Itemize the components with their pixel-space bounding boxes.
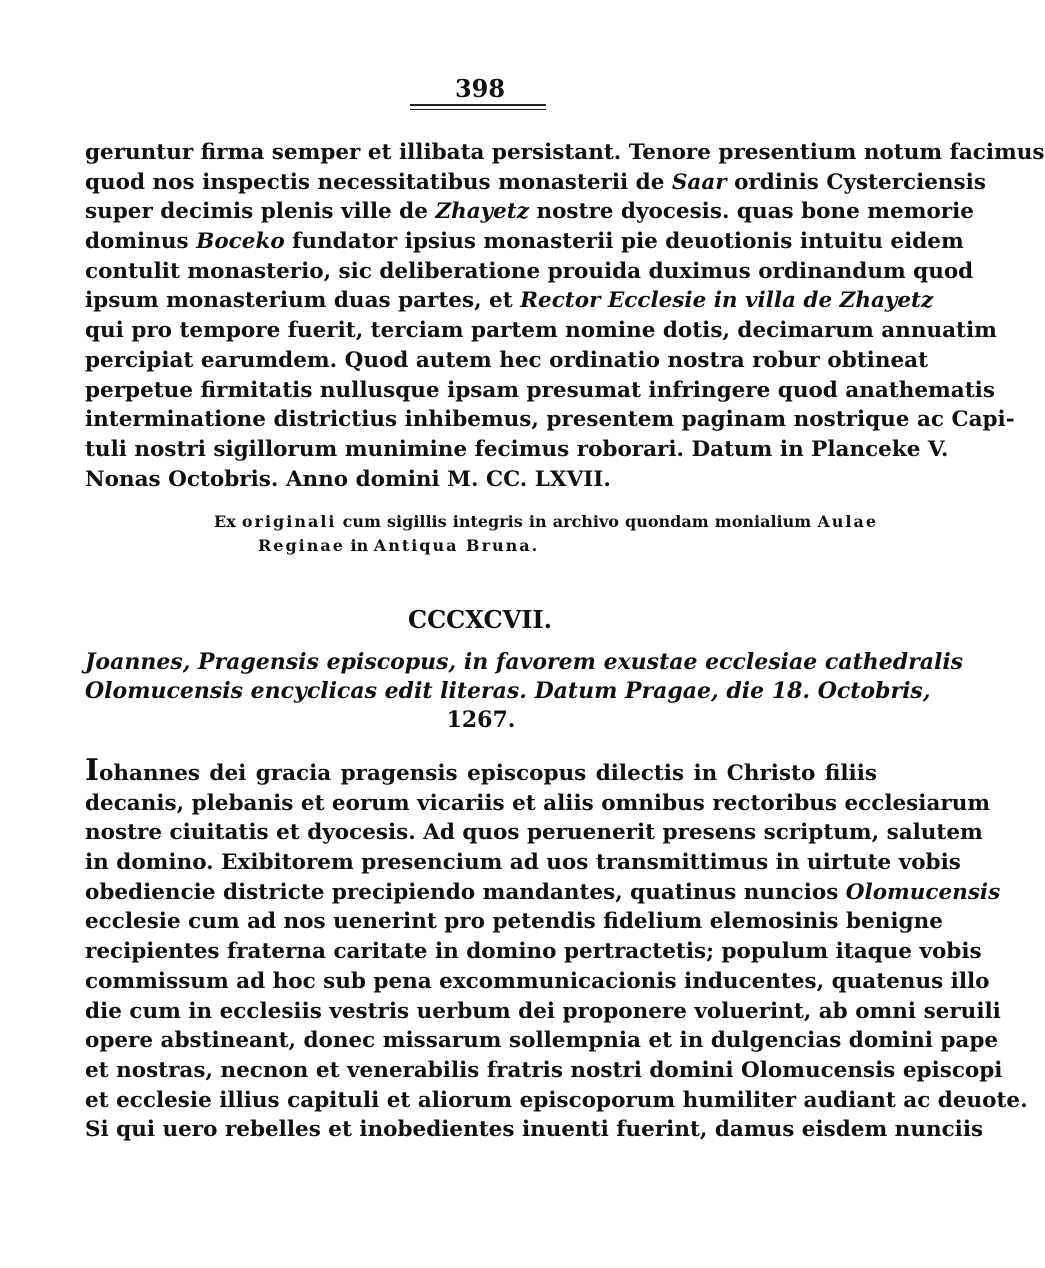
- body-segment: decanis, plebanis et eorum vicariis et aliis omnibus rectoribus ecclesiarum: [85, 790, 991, 816]
- body-segment: ecclesie cum ad nos uenerint pro petendis fidelium elemosinis benigne: [85, 909, 943, 935]
- body-line: [85, 1056, 1003, 1086]
- continuation-line: [85, 346, 929, 376]
- source-note-segment: in: [344, 536, 374, 555]
- continuation-segment: fundator ipsius monasterii pie deuotionis intuitu eidem: [284, 229, 964, 255]
- body-segment: et ecclesie illius capituli et aliorum episcoporum humiliter audiant ac deuote.: [85, 1087, 1028, 1113]
- body-line: [85, 907, 943, 937]
- continuation-line: [85, 435, 949, 465]
- body-line: [85, 753, 877, 789]
- continuation-text: [85, 138, 1045, 494]
- continuation-segment: nostre dyocesis. quas bone memorie: [528, 199, 974, 225]
- continuation-line: [85, 168, 986, 198]
- source-note-segment: Reginae: [258, 536, 345, 555]
- body-line: [85, 1115, 984, 1145]
- continuation-segment: dominus: [85, 229, 197, 255]
- body-segment: nostre ciuitatis et dyocesis. Ad quos peruenerit presens scriptum, salutem: [85, 820, 983, 846]
- continuation-segment: Boceko: [196, 229, 285, 255]
- source-note-line-2: [214, 534, 878, 558]
- continuation-segment: qui pro tempore fuerit, terciam partem nomine dotis, decimarum annuatim: [85, 318, 997, 344]
- body-segment: opere abstineant, donec missarum sollempnia et in dulgencias domini pape: [85, 1028, 999, 1054]
- continuation-segment: Saar: [671, 169, 727, 195]
- body-line: [85, 848, 961, 878]
- body-line: [85, 997, 1001, 1027]
- source-note-line-1: [214, 510, 878, 534]
- continuation-segment: ordinis Cysterciensis: [726, 169, 986, 195]
- body-segment: Si qui uero rebelles et inobedientes inuenti fuerint, damus eisdem nunciis: [85, 1117, 984, 1143]
- continuation-line: [85, 465, 877, 495]
- source-note-segment: Aulae: [817, 512, 878, 531]
- body-line: [85, 1026, 999, 1056]
- document-number: CCCXCVII.: [407, 605, 553, 634]
- source-note-segment: Antiqua Bruna.: [373, 536, 540, 555]
- continuation-segment: ipsum monasterium duas partes, et: [85, 288, 521, 314]
- continuation-segment: Rector Ecclesie in villa de Zhayetz: [520, 288, 934, 314]
- continuation-segment: interminatione districtius inhibemus, presentem paginam nostrique ac Capi-: [85, 407, 1015, 433]
- body-line: [85, 937, 982, 967]
- continuation-segment: quod nos inspectis necessitatibus monasterii de: [85, 169, 672, 195]
- continuation-line: [85, 376, 995, 406]
- continuation-segment: percipiat earumdem. Quod autem hec ordinatio nostra robur obtineat: [85, 347, 929, 373]
- initial-letter: I: [85, 753, 100, 788]
- source-note-segment: originali: [241, 512, 337, 531]
- continuation-line: [85, 138, 1045, 168]
- continuation-segment: perpetue firmitatis nullusque ipsam presumat infringere quod anathematis: [85, 377, 995, 403]
- document-body-text: [85, 753, 1028, 1145]
- continuation-line: [85, 227, 964, 257]
- body-segment: die cum in ecclesiis vestris uerbum dei proponere voluerint, ab omni seruili: [85, 998, 1001, 1024]
- continuation-segment: Zhayetz: [435, 199, 529, 225]
- body-segment: Olomucensis: [845, 879, 1001, 905]
- continuation-line: [85, 286, 934, 316]
- continuation-segment: contulit monasterio, sic deliberatione prouida duximus ordinandum quod: [85, 258, 974, 284]
- continuation-segment: geruntur firma semper et illibata persistant. Tenore presentium notum facimus: [85, 140, 1045, 165]
- source-note-segment: Ex: [214, 512, 242, 531]
- body-segment: recipientes fraterna caritate in domino pertractetis; populum itaque vobis: [85, 939, 982, 965]
- continuation-line: [85, 405, 1015, 435]
- continuation-line: [85, 316, 997, 346]
- continuation-segment: tuli nostri sigillorum munimine fecimus roborari. Datum in Planceke V.: [85, 436, 949, 462]
- source-note: [214, 510, 878, 558]
- continuation-line: [85, 257, 974, 287]
- body-line: [85, 1086, 1028, 1116]
- body-line: [85, 818, 983, 848]
- continuation-segment: super decimis plenis ville de: [85, 199, 436, 225]
- heading-line-2: Olomucensis encyclicas edit literas. Datum Pragae, die 18. Octobris,: [85, 678, 931, 704]
- body-line: [85, 878, 1001, 908]
- body-segment: ohannes dei gracia pragensis episcopus dilectis in Christo filiis: [99, 761, 877, 786]
- header-rule: [410, 104, 546, 110]
- page-number: 398: [454, 74, 506, 103]
- continuation-segment: Nonas Octobris. Anno domini M. CC. LXVII.: [85, 466, 611, 492]
- document-heading: [85, 648, 964, 735]
- heading-line-3: 1267.: [446, 707, 516, 733]
- continuation-line: [85, 197, 974, 227]
- body-segment: in domino. Exibitorem presencium ad uos transmittimus in uirtute vobis: [85, 850, 961, 876]
- body-line: [85, 789, 991, 819]
- heading-line-1: Joannes, Pragensis episcopus, in favorem exustae ecclesiae cathedralis: [85, 649, 964, 675]
- body-segment: commissum ad hoc sub pena excommunicacionis inducentes, quatenus illo: [85, 968, 990, 994]
- source-note-segment: cum sigillis integris in archivo quondam monialium: [336, 512, 818, 531]
- body-segment: obediencie districte precipiendo mandantes, quatinus nuncios: [85, 879, 846, 905]
- body-line: [85, 967, 990, 997]
- body-segment: et nostras, necnon et venerabilis fratris nostri domini Olomucensis episcopi: [85, 1057, 1003, 1083]
